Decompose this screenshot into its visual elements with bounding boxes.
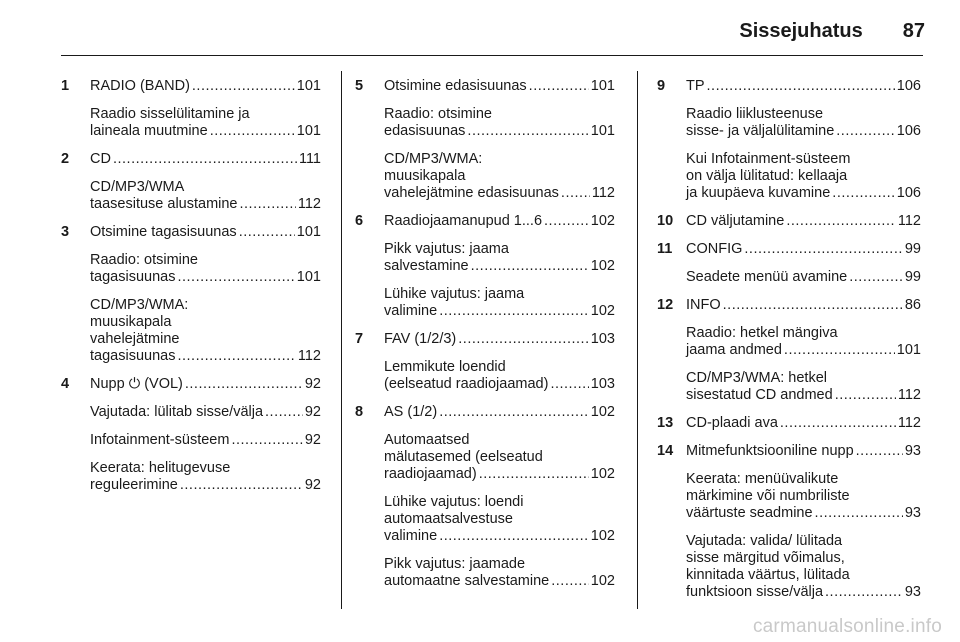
index-entry: [61, 224, 321, 241]
item-number: 5: [355, 78, 364, 94]
index-subentry: [657, 533, 921, 601]
entry-text: Lühike vajutus: loendi: [384, 494, 524, 510]
page-reference: 103: [590, 376, 615, 392]
entry-text: kinnitada väärtus, lülitada: [686, 567, 850, 583]
entry-text: sisestatud CD andmed: [686, 387, 833, 403]
entry-text: Pikk vajutus: jaamade: [384, 556, 526, 572]
item-number: 14: [657, 443, 674, 459]
dot-leader: [825, 584, 903, 601]
index-subentry: [61, 460, 321, 494]
dot-leader: [479, 466, 589, 483]
page-reference: 106: [896, 123, 921, 139]
entry-text: CD väljutamine: [686, 213, 785, 229]
dot-leader: [458, 331, 589, 348]
index-entry: [61, 78, 321, 95]
item-number: 4: [61, 376, 70, 392]
column-divider: [637, 71, 638, 609]
index-subentry: [61, 179, 321, 213]
entry-text: märkimine või numbriliste: [686, 488, 850, 504]
entry-text: INFO: [686, 297, 721, 313]
entry-text: Otsimine tagasisuunas: [90, 224, 237, 240]
dot-leader: [240, 196, 296, 213]
entry-text: CD/MP3/WMA:: [90, 297, 189, 313]
entry-text: reguleerimine: [90, 477, 178, 493]
dot-leader: [815, 505, 903, 522]
index-subentry: [355, 359, 615, 393]
page-reference: 93: [904, 505, 921, 521]
page-number: 87: [902, 20, 925, 42]
entry-text: valimine: [384, 303, 438, 319]
index-subentry: [657, 106, 921, 140]
dot-leader: [529, 78, 589, 95]
entry-text: FAV (1/2/3): [384, 331, 457, 347]
entry-text: Mitmefunktsiooniline nupp: [686, 443, 854, 459]
entry-text: Infotainment-süsteem: [90, 432, 230, 448]
index-subentry: [355, 151, 615, 202]
dot-leader: [177, 269, 294, 286]
entry-text: vahelejätmine: [90, 331, 180, 347]
dot-leader: [856, 443, 903, 460]
entry-text: Raadio liiklusteenuse: [686, 106, 824, 122]
page-reference: 106: [896, 78, 921, 94]
page-reference: 102: [590, 466, 615, 482]
item-number: 11: [657, 241, 673, 257]
entry-text: sisse märgitud võimalus,: [686, 550, 845, 566]
entry-text: Keerata: menüüvalikute: [686, 471, 839, 487]
dot-leader: [832, 185, 895, 202]
index-subentry: [61, 106, 321, 140]
entry-text: Raadio: hetkel mängiva: [686, 325, 838, 341]
entry-text: Raadiojaamanupud 1...6: [384, 213, 543, 229]
entry-text: väärtuste seadmine: [686, 505, 813, 521]
page-reference: 102: [590, 303, 615, 319]
index-entry: [657, 213, 921, 230]
page-reference: 101: [296, 123, 321, 139]
item-number: 12: [657, 297, 674, 313]
dot-leader: [177, 348, 295, 365]
item-number: 13: [657, 415, 674, 431]
watermark-text: carmanualsonline.info: [752, 616, 942, 637]
dot-leader: [471, 258, 589, 275]
index-entry: [657, 78, 921, 95]
entry-text: CONFIG: [686, 241, 743, 257]
entry-text: laineala muutmine: [90, 123, 208, 139]
index-entry: [61, 376, 321, 393]
page-reference: 101: [296, 224, 321, 240]
page-reference: 112: [897, 387, 921, 403]
dot-leader: [707, 78, 895, 95]
item-number: 3: [61, 224, 70, 240]
page-reference: 92: [304, 432, 321, 448]
dot-leader: [786, 213, 896, 230]
page-reference: 101: [296, 269, 321, 285]
entry-text: raadiojaamad): [384, 466, 477, 482]
header-rule: [61, 55, 923, 56]
dot-leader: [836, 123, 895, 140]
item-number: 10: [657, 213, 674, 229]
entry-text: AS (1/2): [384, 404, 438, 420]
dot-leader: [784, 342, 895, 359]
page-reference: 101: [590, 123, 615, 139]
page-reference: 112: [297, 196, 321, 212]
dot-leader: [439, 303, 589, 320]
index-subentry: [355, 286, 615, 320]
page-reference: 102: [590, 258, 615, 274]
index-entry: [657, 241, 921, 258]
item-number: 6: [355, 213, 364, 229]
dot-leader: [113, 151, 297, 168]
page-reference: 102: [590, 213, 615, 229]
dot-leader: [467, 123, 588, 140]
index-subentry: [355, 494, 615, 545]
entry-text: Seadete menüü avamine: [686, 269, 848, 285]
page-reference: 92: [304, 376, 321, 392]
item-number: 8: [355, 404, 364, 420]
index-subentry: [61, 432, 321, 449]
page-reference: 101: [896, 342, 921, 358]
item-number: 2: [61, 151, 70, 167]
index-column-3: [657, 78, 921, 612]
index-subentry: [657, 325, 921, 359]
page-header: [700, 20, 925, 46]
entry-text: CD/MP3/WMA:: [384, 151, 483, 167]
entry-text: TP: [686, 78, 705, 94]
entry-text: Lühike vajutus: jaama: [384, 286, 525, 302]
entry-text: Raadio sisselülitamine ja: [90, 106, 250, 122]
dot-leader: [231, 432, 302, 449]
index-subentry: [657, 151, 921, 202]
page-reference: 102: [590, 573, 615, 589]
page-reference: 103: [590, 331, 615, 347]
entry-text: valimine: [384, 528, 438, 544]
page-reference: 112: [297, 348, 321, 364]
page-reference: 92: [304, 477, 321, 493]
index-subentry: [657, 471, 921, 522]
dot-leader: [835, 387, 896, 404]
dot-leader: [210, 123, 295, 140]
dot-leader: [544, 213, 589, 230]
entry-text: jaama andmed: [686, 342, 782, 358]
entry-text: vahelejätmine edasisuunas: [384, 185, 559, 201]
index-subentry: [61, 404, 321, 421]
index-subentry: [657, 269, 921, 286]
index-entry: [61, 151, 321, 168]
index-subentry: [61, 252, 321, 286]
index-entry: [355, 213, 615, 230]
entry-text: Otsimine edasisuunas: [384, 78, 527, 94]
index-subentry: [355, 432, 615, 483]
entry-text: CD/MP3/WMA: hetkel: [686, 370, 827, 386]
dot-leader: [550, 376, 588, 393]
entry-text: Vajutada: lülitab sisse/välja: [90, 404, 264, 420]
page-reference: 93: [904, 584, 921, 600]
dot-leader: [239, 224, 295, 241]
index-entry: [657, 415, 921, 432]
entry-text: Lemmikute loendid: [384, 359, 506, 375]
entry-text: taasesituse alustamine: [90, 196, 238, 212]
entry-text: edasisuunas: [384, 123, 466, 139]
entry-text: CD/MP3/WMA: [90, 179, 185, 195]
page-reference: 106: [896, 185, 921, 201]
entry-text: salvestamine: [384, 258, 469, 274]
page-reference: 112: [897, 415, 921, 431]
entry-text: Pikk vajutus: jaama: [384, 241, 509, 257]
entry-text: CD-plaadi ava: [686, 415, 778, 431]
index-column-2: [355, 78, 615, 601]
index-subentry: [355, 106, 615, 140]
entry-text: Automaatsed: [384, 432, 470, 448]
entry-text: Raadio: otsimine: [384, 106, 492, 122]
entry-text: automaatsalvestuse: [384, 511, 513, 527]
page-reference: 99: [904, 241, 921, 257]
item-number: 9: [657, 78, 666, 94]
entry-text: automaatne salvestamine: [384, 573, 550, 589]
index-entry: [657, 297, 921, 314]
page-reference: 102: [590, 528, 615, 544]
entry-text: muusikapala: [384, 168, 466, 184]
item-number: 7: [355, 331, 364, 347]
page-reference: 111: [298, 151, 321, 167]
entry-text: CD: [90, 151, 111, 167]
entry-text: RADIO (BAND): [90, 78, 190, 94]
entry-text: muusikapala: [90, 314, 172, 330]
dot-leader: [561, 185, 590, 202]
entry-text: Nupp ⏻ (VOL): [90, 376, 183, 392]
entry-text: ja kuupäeva kuvamine: [686, 185, 831, 201]
entry-text: mälutasemed (eelseatud: [384, 449, 543, 465]
entry-text: Keerata: helitugevuse: [90, 460, 231, 476]
dot-leader: [265, 404, 303, 421]
dot-leader: [439, 404, 589, 421]
page-reference: 92: [304, 404, 321, 420]
entry-text: (eelseatud raadiojaamad): [384, 376, 549, 392]
dot-leader: [723, 297, 903, 314]
item-number: 1: [61, 78, 70, 94]
page-reference: 99: [904, 269, 921, 285]
entry-text: Kui Infotainment-süsteem: [686, 151, 851, 167]
entry-text: sisse- ja väljalülitamine: [686, 123, 835, 139]
index-entry: [355, 78, 615, 95]
dot-leader: [744, 241, 902, 258]
index-column-1: [61, 78, 321, 505]
page-reference: 102: [590, 404, 615, 420]
dot-leader: [185, 376, 303, 393]
index-subentry: [61, 297, 321, 365]
section-title: Sissejuhatus: [739, 20, 863, 42]
entry-text: Raadio: otsimine: [90, 252, 198, 268]
page-reference: 101: [590, 78, 615, 94]
page-reference: 112: [897, 213, 921, 229]
dot-leader: [439, 528, 589, 545]
dot-leader: [192, 78, 295, 95]
entry-text: tagasisuunas: [90, 269, 176, 285]
dot-leader: [849, 269, 903, 286]
page-reference: 93: [904, 443, 921, 459]
page-reference: 101: [296, 78, 321, 94]
page-reference: 112: [591, 185, 615, 201]
entry-text: Vajutada: valida/ lülitada: [686, 533, 843, 549]
dot-leader: [551, 573, 589, 590]
dot-leader: [180, 477, 303, 494]
index-subentry: [355, 241, 615, 275]
column-divider: [341, 71, 342, 609]
dot-leader: [780, 415, 896, 432]
entry-text: tagasisuunas: [90, 348, 176, 364]
index-entry: [355, 331, 615, 348]
page-reference: 86: [904, 297, 921, 313]
index-entry: [657, 443, 921, 460]
index-subentry: [657, 370, 921, 404]
index-subentry: [355, 556, 615, 590]
entry-text: funktsioon sisse/välja: [686, 584, 824, 600]
index-entry: [355, 404, 615, 421]
entry-text: on välja lülitatud: kellaaja: [686, 168, 848, 184]
